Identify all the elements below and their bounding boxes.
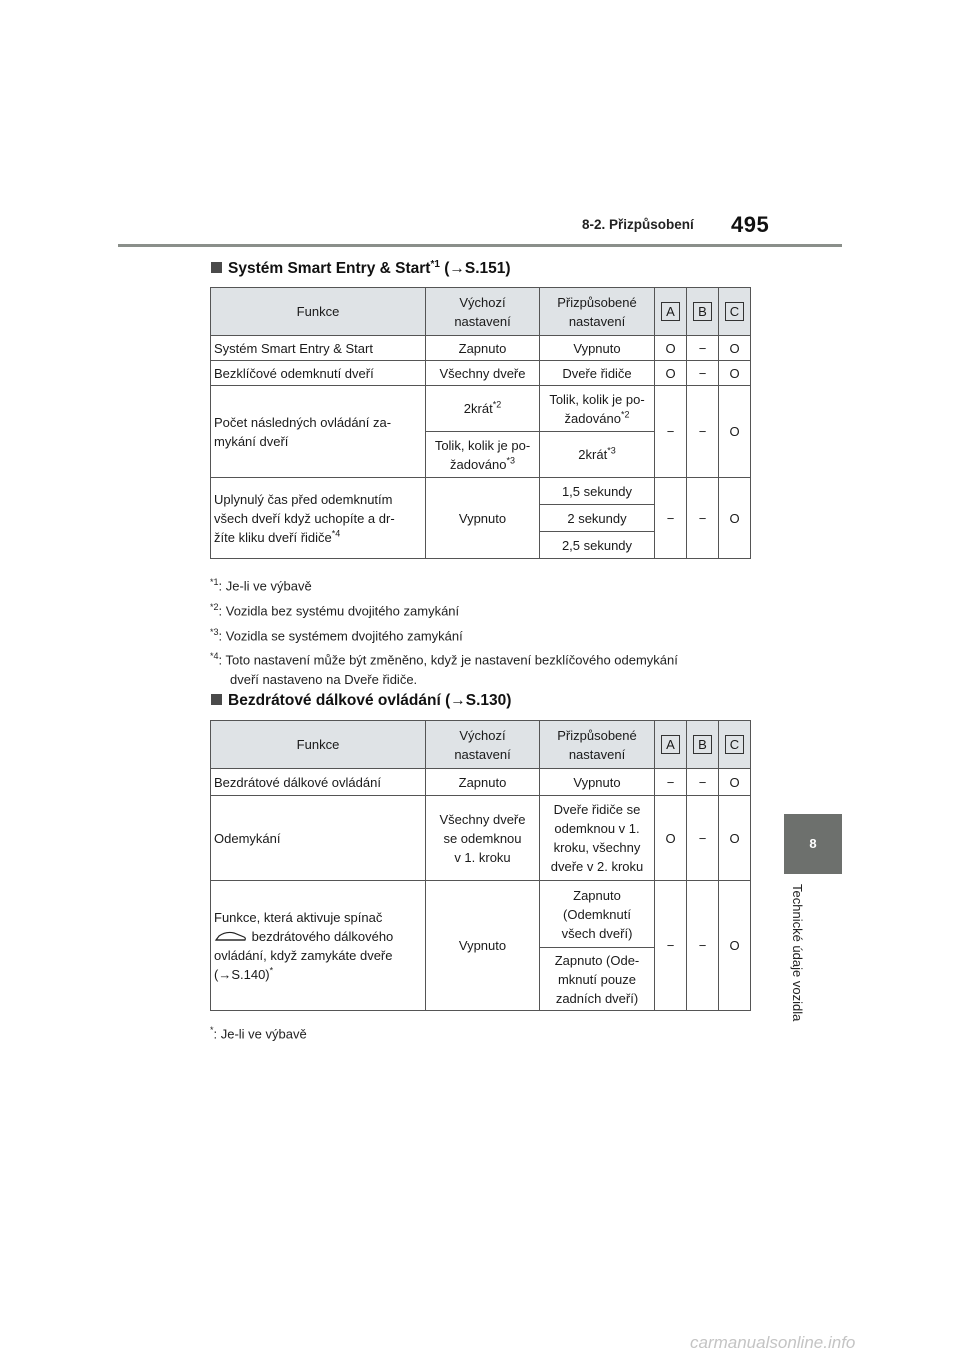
footnote: *: Je-li ve výbavě xyxy=(210,1025,307,1042)
letter-c-box: C xyxy=(725,302,744,321)
section1-table xyxy=(210,287,751,559)
col-default-header: Výchozí nastavení xyxy=(426,288,540,336)
square-bullet-icon xyxy=(211,262,222,273)
table-row: 2,5 sekundy xyxy=(211,532,751,559)
table-row: Funkce, která aktivuje spínač bezdrátového dálkového ovládání, když zamykáte dveře (→S.140)* Vypnuto Zapnuto (Odemknutí všech dveří) − − O xyxy=(211,881,751,948)
letter-b-box: B xyxy=(693,735,712,754)
col-function-header: Funkce xyxy=(211,721,426,769)
section1-page-ref: (→S.151) xyxy=(444,260,511,278)
col-c-header xyxy=(719,721,751,769)
section2-title: Bezdrátové dálkové ovládání xyxy=(228,692,441,709)
lock-switch-icon xyxy=(214,929,248,943)
section-header: 8-2. Přizpůsobení xyxy=(582,217,694,232)
watermark: carmanualsonline.info xyxy=(690,1333,856,1352)
table-row: Tolik, kolik je po- žadováno$^{*3}$ 2krát$^{*3}$ xyxy=(211,432,751,478)
table-row: Počet následných ovládání za- mykání dveří 2krát$^{*2}$ Tolik, kolik je po- žadováno$^{*2}$ − − O xyxy=(211,386,751,432)
section2-table xyxy=(210,720,751,1011)
table-row: Odemykání Všechny dveře se odemknou v 1. kroku Dveře řidiče se odemknou v 1. kroku, všechny dveře v 2. kroku O − O xyxy=(211,796,751,881)
col-c-header xyxy=(719,288,751,336)
col-a-header xyxy=(655,288,687,336)
footnote: $^{*1}$: Je-li ve výbavě xyxy=(210,577,312,594)
section1-heading xyxy=(211,259,511,278)
section1-title: Systém Smart Entry & Start xyxy=(228,260,431,278)
page-number: 495 xyxy=(731,212,770,237)
col-a-header xyxy=(655,721,687,769)
letter-b-box: B xyxy=(693,302,712,321)
section2-heading xyxy=(211,692,511,710)
col-custom-header: Přizpůsobené nastavení xyxy=(540,288,655,336)
table-header-row xyxy=(211,721,751,769)
col-function-header: Funkce xyxy=(211,288,426,336)
col-b-header xyxy=(687,288,719,336)
col-default-header: Výchozí nastavení xyxy=(426,721,540,769)
table-row: Zapnuto (Ode- mknutí pouze zadních dveří) xyxy=(211,948,751,1011)
col-custom-header: Přizpůsobené nastavení xyxy=(540,721,655,769)
letter-a-box: A xyxy=(661,302,680,321)
table-row: Systém Smart Entry & Start Zapnuto Vypnuto O − O xyxy=(211,336,751,361)
table-row: Bezklíčové odemknutí dveří Všechny dveře Dveře řidiče O − O xyxy=(211,361,751,386)
chapter-tab xyxy=(784,814,842,874)
chapter-label: Technické údaje vozidla xyxy=(790,884,805,1022)
col-b-header xyxy=(687,721,719,769)
header-divider xyxy=(118,244,842,247)
letter-a-box: A xyxy=(661,735,680,754)
footnote: $^{*4}$: Toto nastavení může být změněno, když je nastavení bezklíčového odemykání dveří nastaveno na Dveře řidiče. xyxy=(210,651,678,688)
footnote: $^{*3}$: Vozidla se systémem dvojitého zamykání xyxy=(210,627,463,644)
section1-title-footnote-mark: *1 xyxy=(430,259,440,270)
section2-page-ref: (→S.130) xyxy=(445,692,512,709)
square-bullet-icon xyxy=(211,694,222,705)
chapter-number: 8 xyxy=(809,836,817,851)
table-header-row xyxy=(211,288,751,336)
footnote: $^{*2}$: Vozidla bez systému dvojitého zamykání xyxy=(210,602,460,619)
table-row: 2 sekundy xyxy=(211,505,751,532)
letter-c-box: C xyxy=(725,735,744,754)
table-row: Bezdrátové dálkové ovládání Zapnuto Vypnuto − − O xyxy=(211,769,751,796)
table-row: Uplynulý čas před odemknutím všech dveří když uchopíte a dr- žíte kliku dveří řidiče$^{*4}$ Vypnuto 1,5 sekundy − − O xyxy=(211,478,751,505)
